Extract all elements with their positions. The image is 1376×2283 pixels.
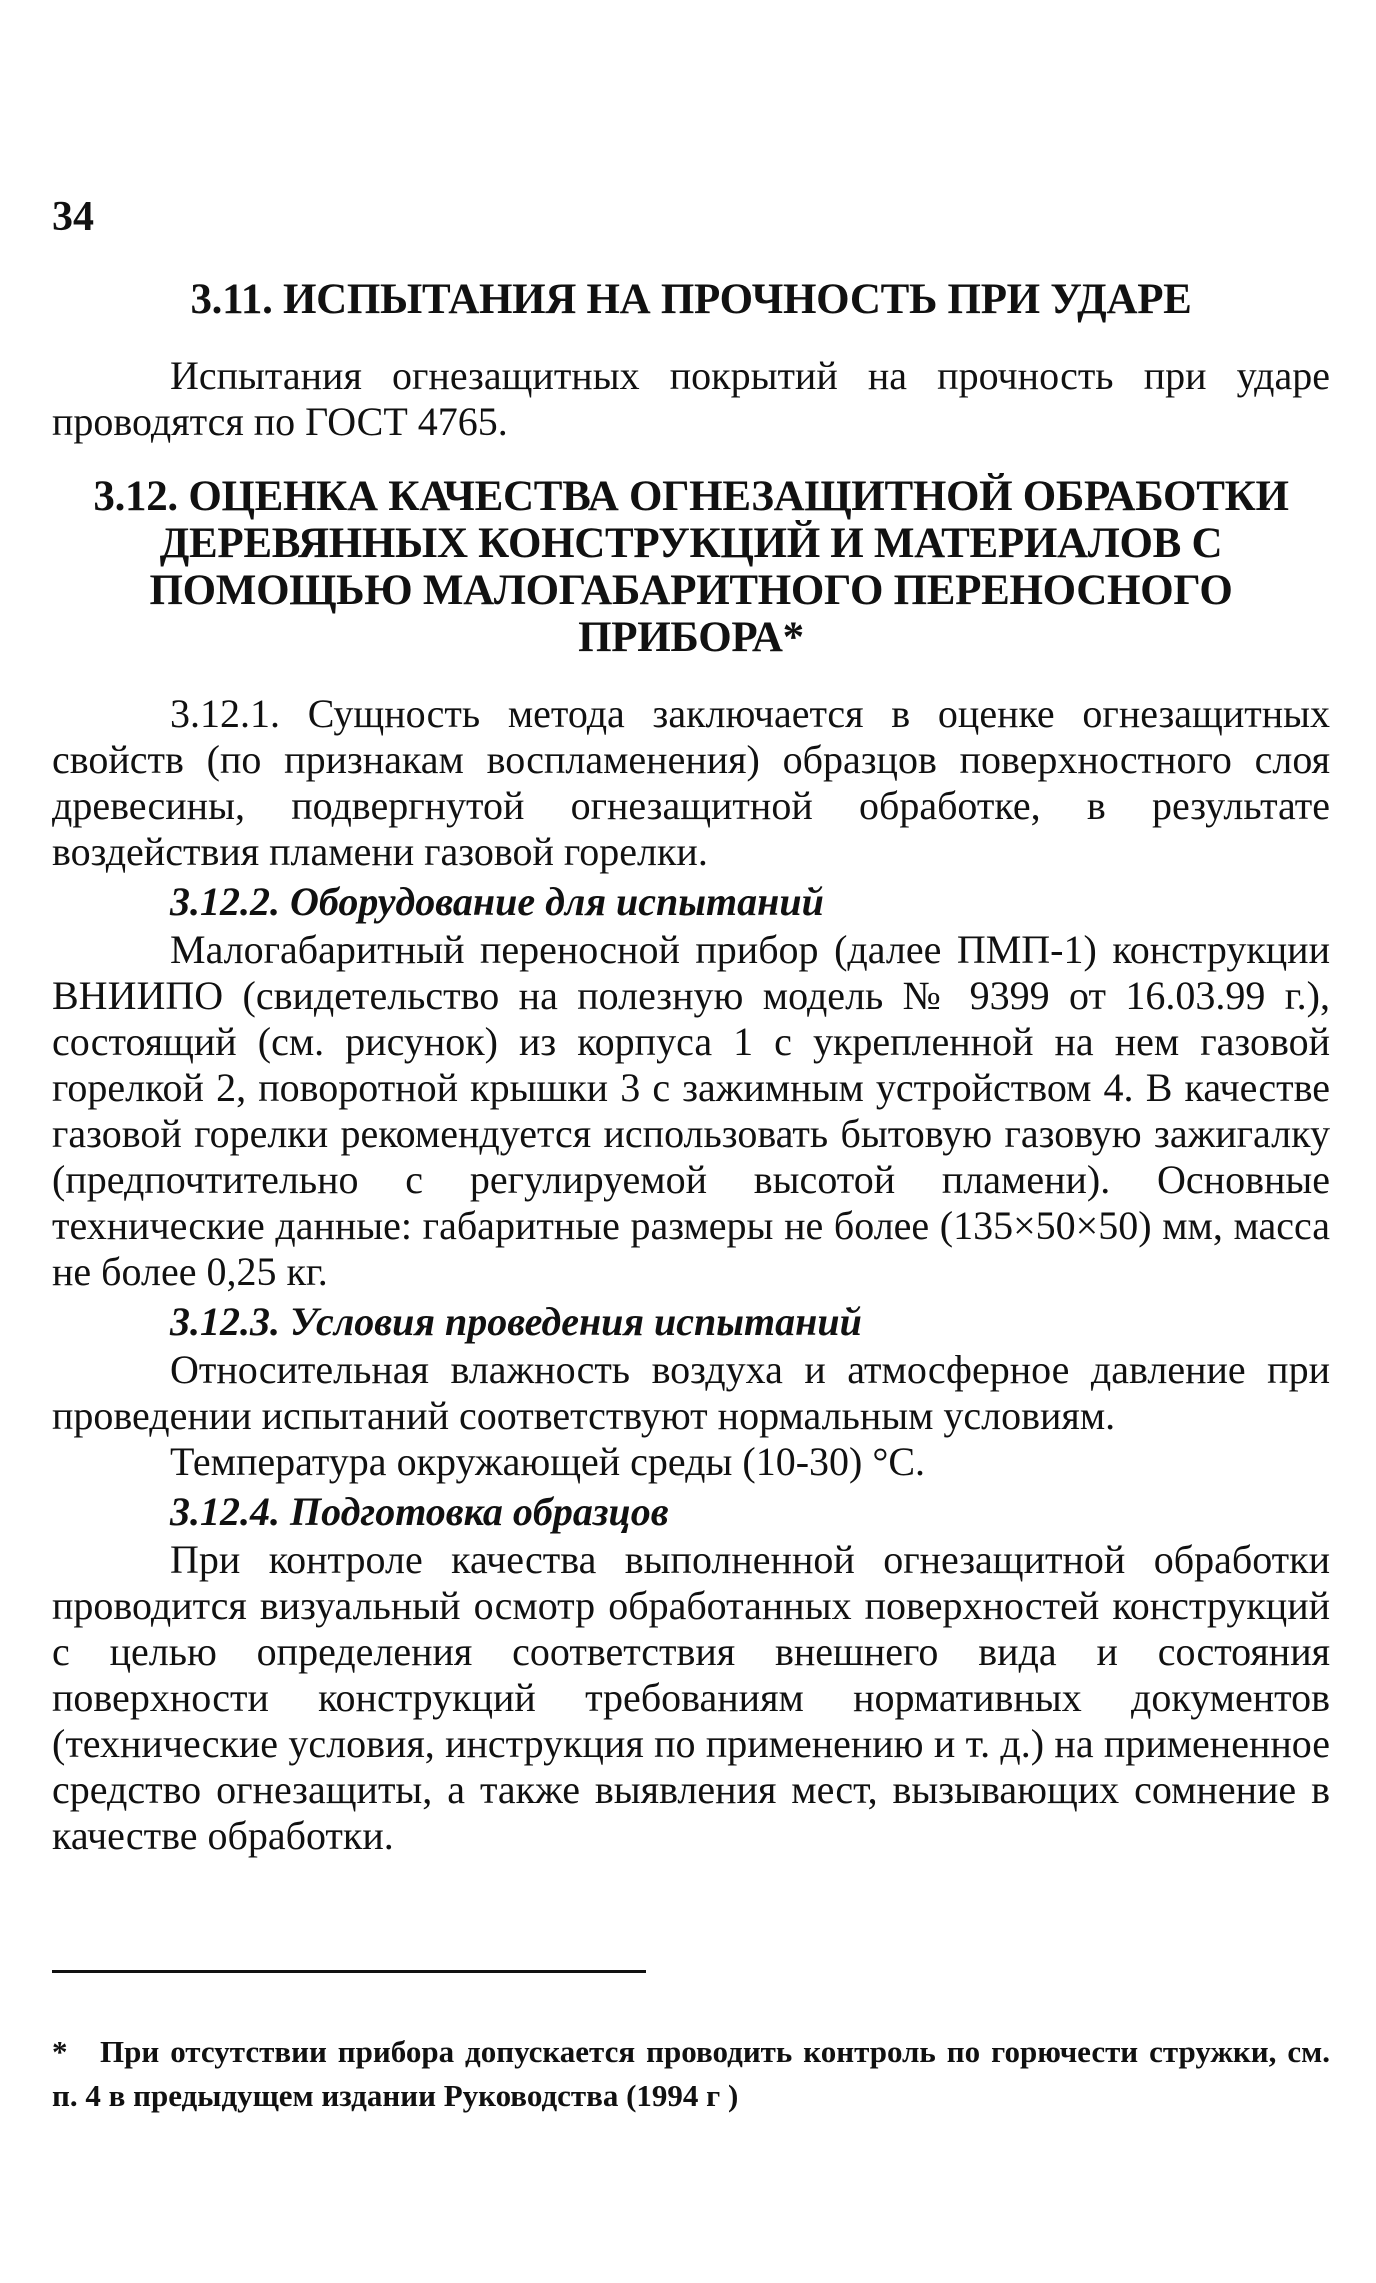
paragraph-3-12-4: При контроле качества выполненной огнезащитной обработки проводится визуальный осмотр обработанных поверхностей конструкций с целью определения соответствия внешнего вида и состояния поверхности конструкций требованиям нормативных документов (технические условия, инструкция по применению и т. д.) на примененное средство огнезащиты, а также выявления мест, вызывающих сомнение в качестве обработки. [52, 1537, 1330, 1858]
footnote-divider [52, 1970, 646, 1973]
section-3-11-heading: 3.11. ИСПЫТАНИЯ НА ПРОЧНОСТЬ ПРИ УДАРЕ [190, 276, 1192, 323]
paragraph-3-12-1: 3.12.1. Сущность метода заключается в оценке огнезащитных свойств (по признакам воспламенения) образцов поверхностного слоя древесины, подвергнутой огнезащитной обработке, в результате воздействия пламени газовой горелки. [52, 691, 1330, 874]
page-number: 34 [52, 194, 94, 240]
subheading-3-12-3: 3.12.3. Условия проведения испытаний [170, 1299, 862, 1344]
footnote-marker: * [52, 2034, 68, 2069]
paragraph-3-12-3-temperature: Температура окружающей среды (10-30) °С. [170, 1439, 926, 1484]
section-3-11-text: Испытания огнезащитных покрытий на прочность при ударе проводятся по ГОСТ 4765. [52, 353, 1330, 444]
page-content [52, 276, 1330, 1859]
footnote-text: При отсутствии прибора допускается проводить контроль по горючести стружки, см. п. 4 в предыдущем издании Руководства (1994 г ) [52, 2034, 1330, 2113]
document-page [52, 0, 1330, 2283]
paragraph-3-12-3-humidity: Относительная влажность воздуха и атмосферное давление при проведении испытаний соответствуют нормальным условиям. [52, 1347, 1330, 1438]
paragraph-3-12-2: Малогабаритный переносной прибор (далее ПМП-1) конструкции ВНИИПО (свидетельство на полезную модель № 9399 от 16.03.99 г.), состоящий (см. рисунок) из корпуса 1 с укрепленной на нем газовой горелкой 2, поворотной крышки 3 с зажимным устройством 4. В качестве газовой горелки рекомендуется использовать бытовую газовую зажигалку (предпочтительно с регулируемой высотой пламени). Основные технические данные: габаритные размеры не более (135×50×50) мм, масса не более 0,25 кг. [52, 927, 1330, 1294]
subheading-3-12-2: 3.12.2. Оборудование для испытаний [170, 879, 824, 924]
section-3-12-heading: 3.12. ОЦЕНКА КАЧЕСТВА ОГНЕЗАЩИТНОЙ ОБРАБОТКИ ДЕРЕВЯННЫХ КОНСТРУКЦИЙ И МАТЕРИАЛОВ С ПОМОЩЬЮ МАЛОГАБАРИТНОГО ПЕРЕНОСНОГО ПРИБОРА* [93, 473, 1289, 661]
footnote [52, 2030, 1330, 2118]
subheading-3-12-4: 3.12.4. Подготовка образцов [170, 1489, 669, 1534]
